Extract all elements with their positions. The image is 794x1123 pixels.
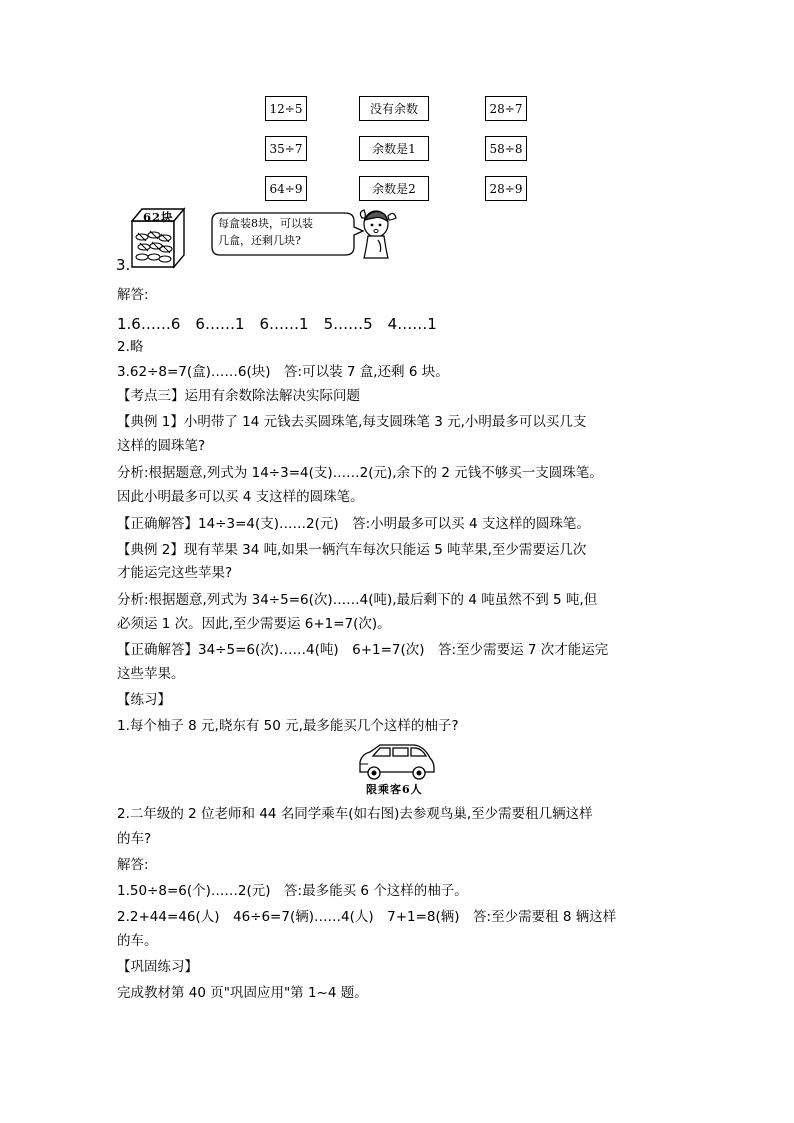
answer-1: 1.6……6 6……1 6……1 5……5 4……1 — [117, 315, 437, 333]
section3-title: 【考点三】运用有余数除法解决实际问题 — [117, 388, 360, 404]
example1-answer: 【正确解答】14÷3=4(支)……2(元) 答:小明最多可以买 4 支这样的圆珠笔。 — [117, 516, 590, 532]
expr-text: 64÷9 — [269, 181, 303, 196]
remainder-text: 余数是2 — [372, 182, 416, 196]
example2-analysis2: 必须运 1 次。因此,至少需要运 6+1=7(次)。 — [117, 616, 391, 632]
example2-answer1: 【正确解答】34÷5=6(次)……4(吨) 6+1=7(次) 答:至少需要运 7 次才能运完 — [117, 642, 609, 658]
car-illustration — [356, 742, 438, 782]
remainder-box-2 — [359, 136, 429, 161]
car-caption: 限乘客6人 — [366, 783, 423, 796]
expr-box-4 — [485, 96, 527, 121]
example1-line1: 【典例 1】小明带了 14 元钱去买圆珠笔,每支圆珠笔 3 元,小明最多可以买几支 — [117, 414, 587, 430]
remainder-text: 没有余数 — [369, 102, 418, 116]
consolidate-title: 【巩固练习】 — [117, 959, 198, 975]
example2-line2: 才能运完这些苹果? — [117, 565, 233, 581]
example1-analysis1: 分析:根据题意,列式为 14÷3=4(支)……2(元),余下的 2 元钱不够买一支圆珠笔。 — [117, 465, 603, 481]
expr-box-1 — [265, 96, 307, 121]
example2-analysis1: 分析:根据题意,列式为 34÷5=6(次)……4(吨),最后剩下的 4 吨虽然不到 5 吨,但 — [117, 592, 598, 608]
expr-text: 28÷9 — [489, 181, 523, 196]
example1-analysis2: 因此小明最多可以买 4 支这样的圆珠笔。 — [117, 489, 364, 505]
expr-box-3 — [265, 176, 307, 201]
expr-box-6 — [485, 176, 527, 201]
remainder-box-3 — [359, 176, 429, 201]
example2-answer2: 这些苹果。 — [117, 666, 185, 682]
example2-line1: 【典例 2】现有苹果 34 吨,如果一辆汽车每次只能运 5 吨苹果,至少需要运几次 — [117, 542, 587, 558]
consolidate-text: 完成教材第 40 页"巩固应用"第 1~4 题。 — [117, 985, 368, 1001]
remainder-box-1 — [359, 96, 429, 121]
practice-q1: 1.每个柚子 8 元,晓东有 50 元,最多能买几个这样的柚子? — [117, 718, 459, 734]
expr-text: 12÷5 — [269, 101, 303, 116]
expr-box-2 — [265, 136, 307, 161]
expr-text: 28÷7 — [489, 101, 523, 116]
example1-line2: 这样的圆珠笔? — [117, 438, 206, 454]
answer-3: 3.62÷8=7(盒)……6(块) 答:可以装 7 盒,还剩 6 块。 — [117, 364, 449, 380]
remainder-text: 余数是1 — [372, 142, 416, 156]
practice-q2-line2: 的车? — [117, 831, 152, 847]
girl-illustration — [356, 204, 398, 262]
practice-title: 【练习】 — [117, 692, 171, 708]
expr-text: 35÷7 — [269, 141, 303, 156]
practice-answer-2-line1: 2.2+44=46(人) 46÷6=7(辆)……4(人) 7+1=8(辆) 答:至少需要租 8 辆这样 — [117, 909, 617, 925]
answer-2: 2.略 — [117, 339, 144, 355]
expr-text: 58÷8 — [489, 141, 523, 156]
practice-answers-heading: 解答: — [117, 857, 149, 873]
practice-answer-2-line2: 的车。 — [117, 933, 158, 949]
box-label: 62块 — [143, 210, 174, 224]
bubble-line-1: 每盒装8块，可以装 — [218, 217, 313, 230]
expr-box-5 — [485, 136, 527, 161]
q3-number: 3. — [116, 256, 131, 274]
answers-heading: 解答: — [117, 287, 149, 303]
bubble-line-2: 几盒，还剩几块? — [218, 234, 301, 247]
practice-q2-line1: 2.二年级的 2 位老师和 44 名同学乘车(如右图)去参观鸟巢,至少需要租几辆这样 — [117, 806, 593, 822]
practice-answer-1: 1.50÷8=6(个)……2(元) 答:最多能买 6 个这样的柚子。 — [117, 883, 468, 899]
